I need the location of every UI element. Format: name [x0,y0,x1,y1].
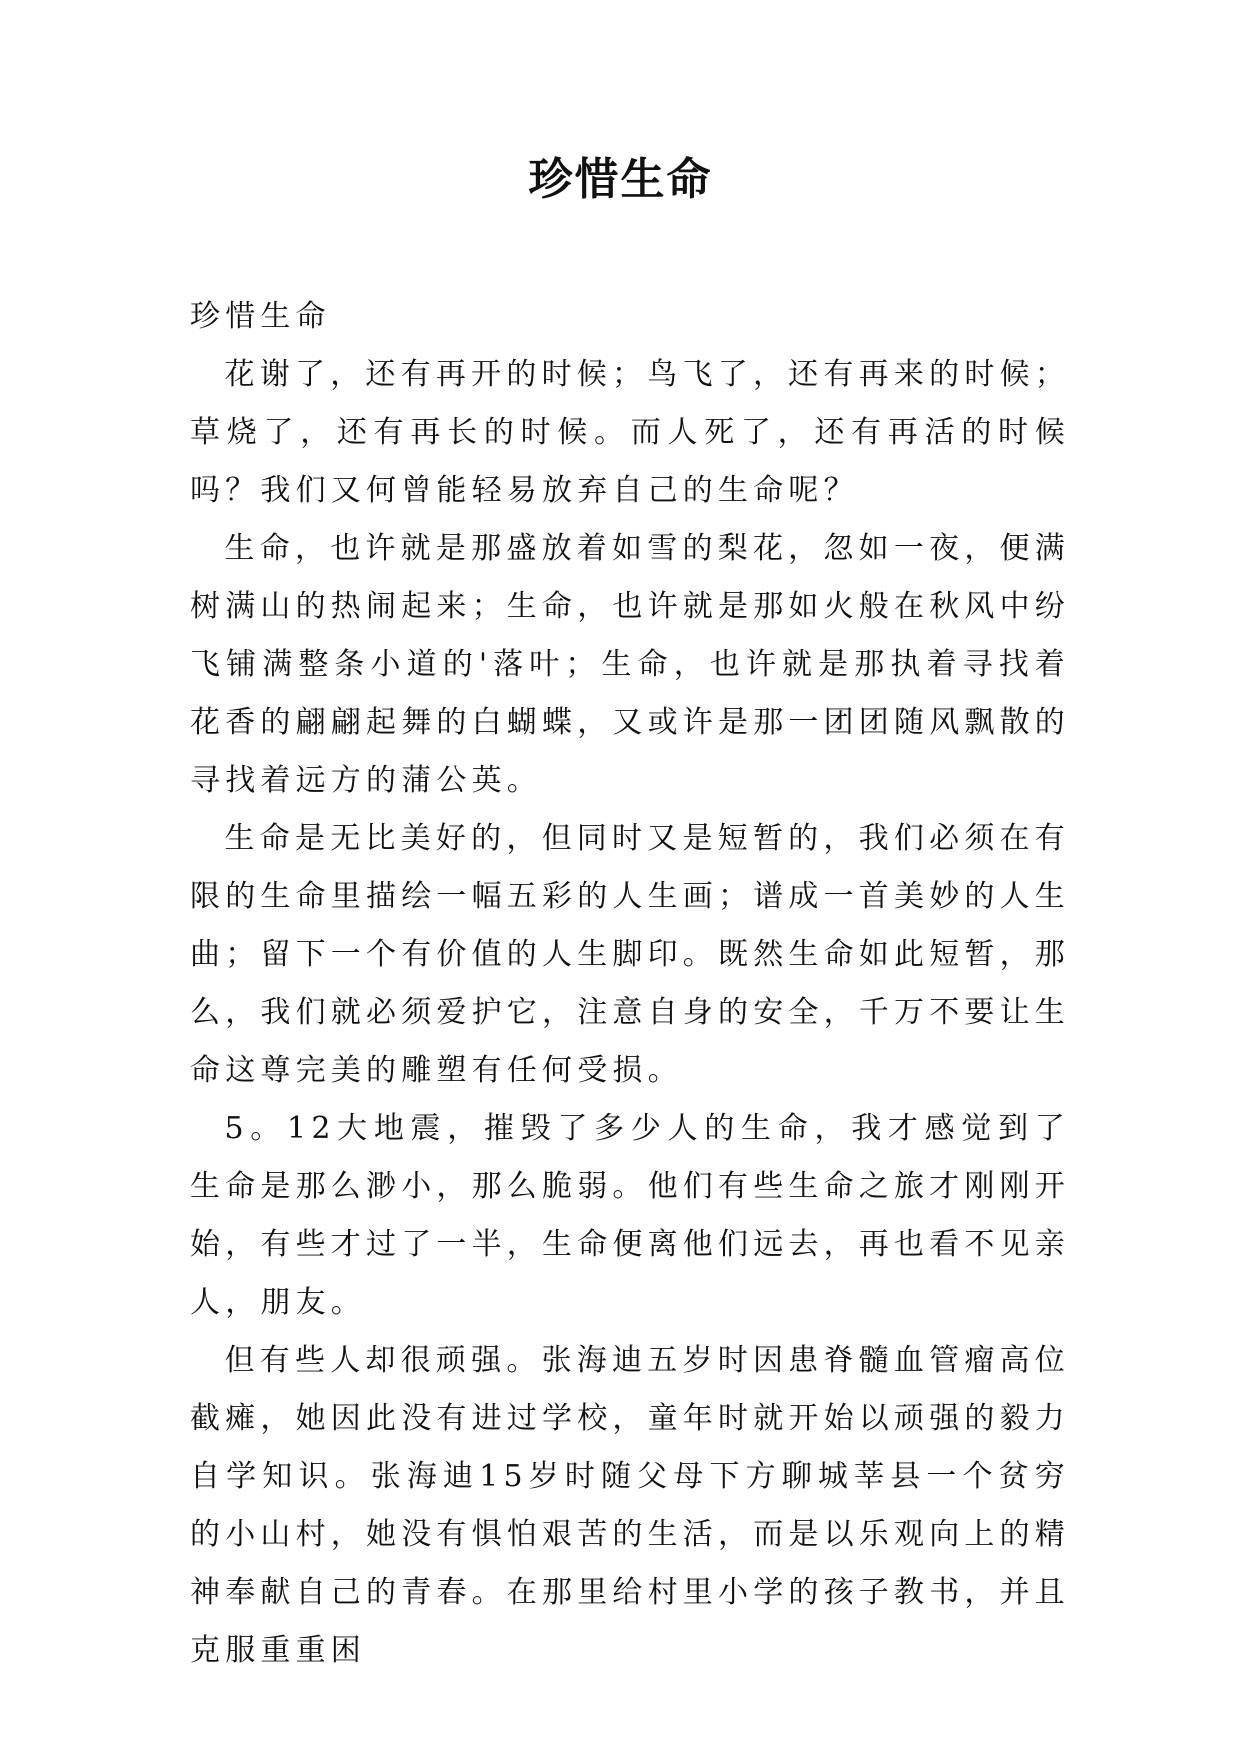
document-body [190,288,1070,1680]
paragraph-1: 花谢了，还有再开的时候；鸟飞了，还有再来的时候；草烧了，还有再长的时候。而人死了，还有再活的时候吗？我们又何曾能轻易放弃自己的生命呢？ [190,357,1070,508]
document-title: 珍惜生命 [528,154,713,205]
section-heading: 珍惜生命 [190,299,331,334]
paragraph-3: 生命是无比美好的，但同时又是短暂的，我们必须在有限的生命里描绘一幅五彩的人生画；谱成一首美妙的人生曲；留下一个有价值的人生脚印。既然生命如此短暂，那么，我们就必须爱护它，注意自身的安全，千万不要让生命这尊完美的雕塑有任何受损。 [190,821,1070,1088]
paragraph-4: 5。12大地震，摧毁了多少人的生命，我才感觉到了生命是那么渺小，那么脆弱。他们有些生命之旅才刚刚开始，有些才过了一半，生命便离他们远去，再也看不见亲人，朋友。 [190,1111,1070,1320]
paragraph-5: 但有些人却很顽强。张海迪五岁时因患脊髓血管瘤高位截瘫，她因此没有进过学校，童年时就开始以顽强的毅力自学知识。张海迪15岁时随父母下方聊城莘县一个贫穷的小山村，她没有惧怕艰苦的生活，而是以乐观向上的精神奉献自己的青春。在那里给村里小学的孩子教书，并且克服重重困 [190,1343,1070,1668]
paragraph-2: 生命，也许就是那盛放着如雪的梨花，忽如一夜，便满树满山的热闹起来；生命，也许就是那如火般在秋风中纷飞铺满整条小道的'落叶；生命，也许就是那执着寻找着花香的翩翩起舞的白蝴蝶，又或许是那一团团随风飘散的寻找着远方的蒲公英。 [190,531,1070,798]
